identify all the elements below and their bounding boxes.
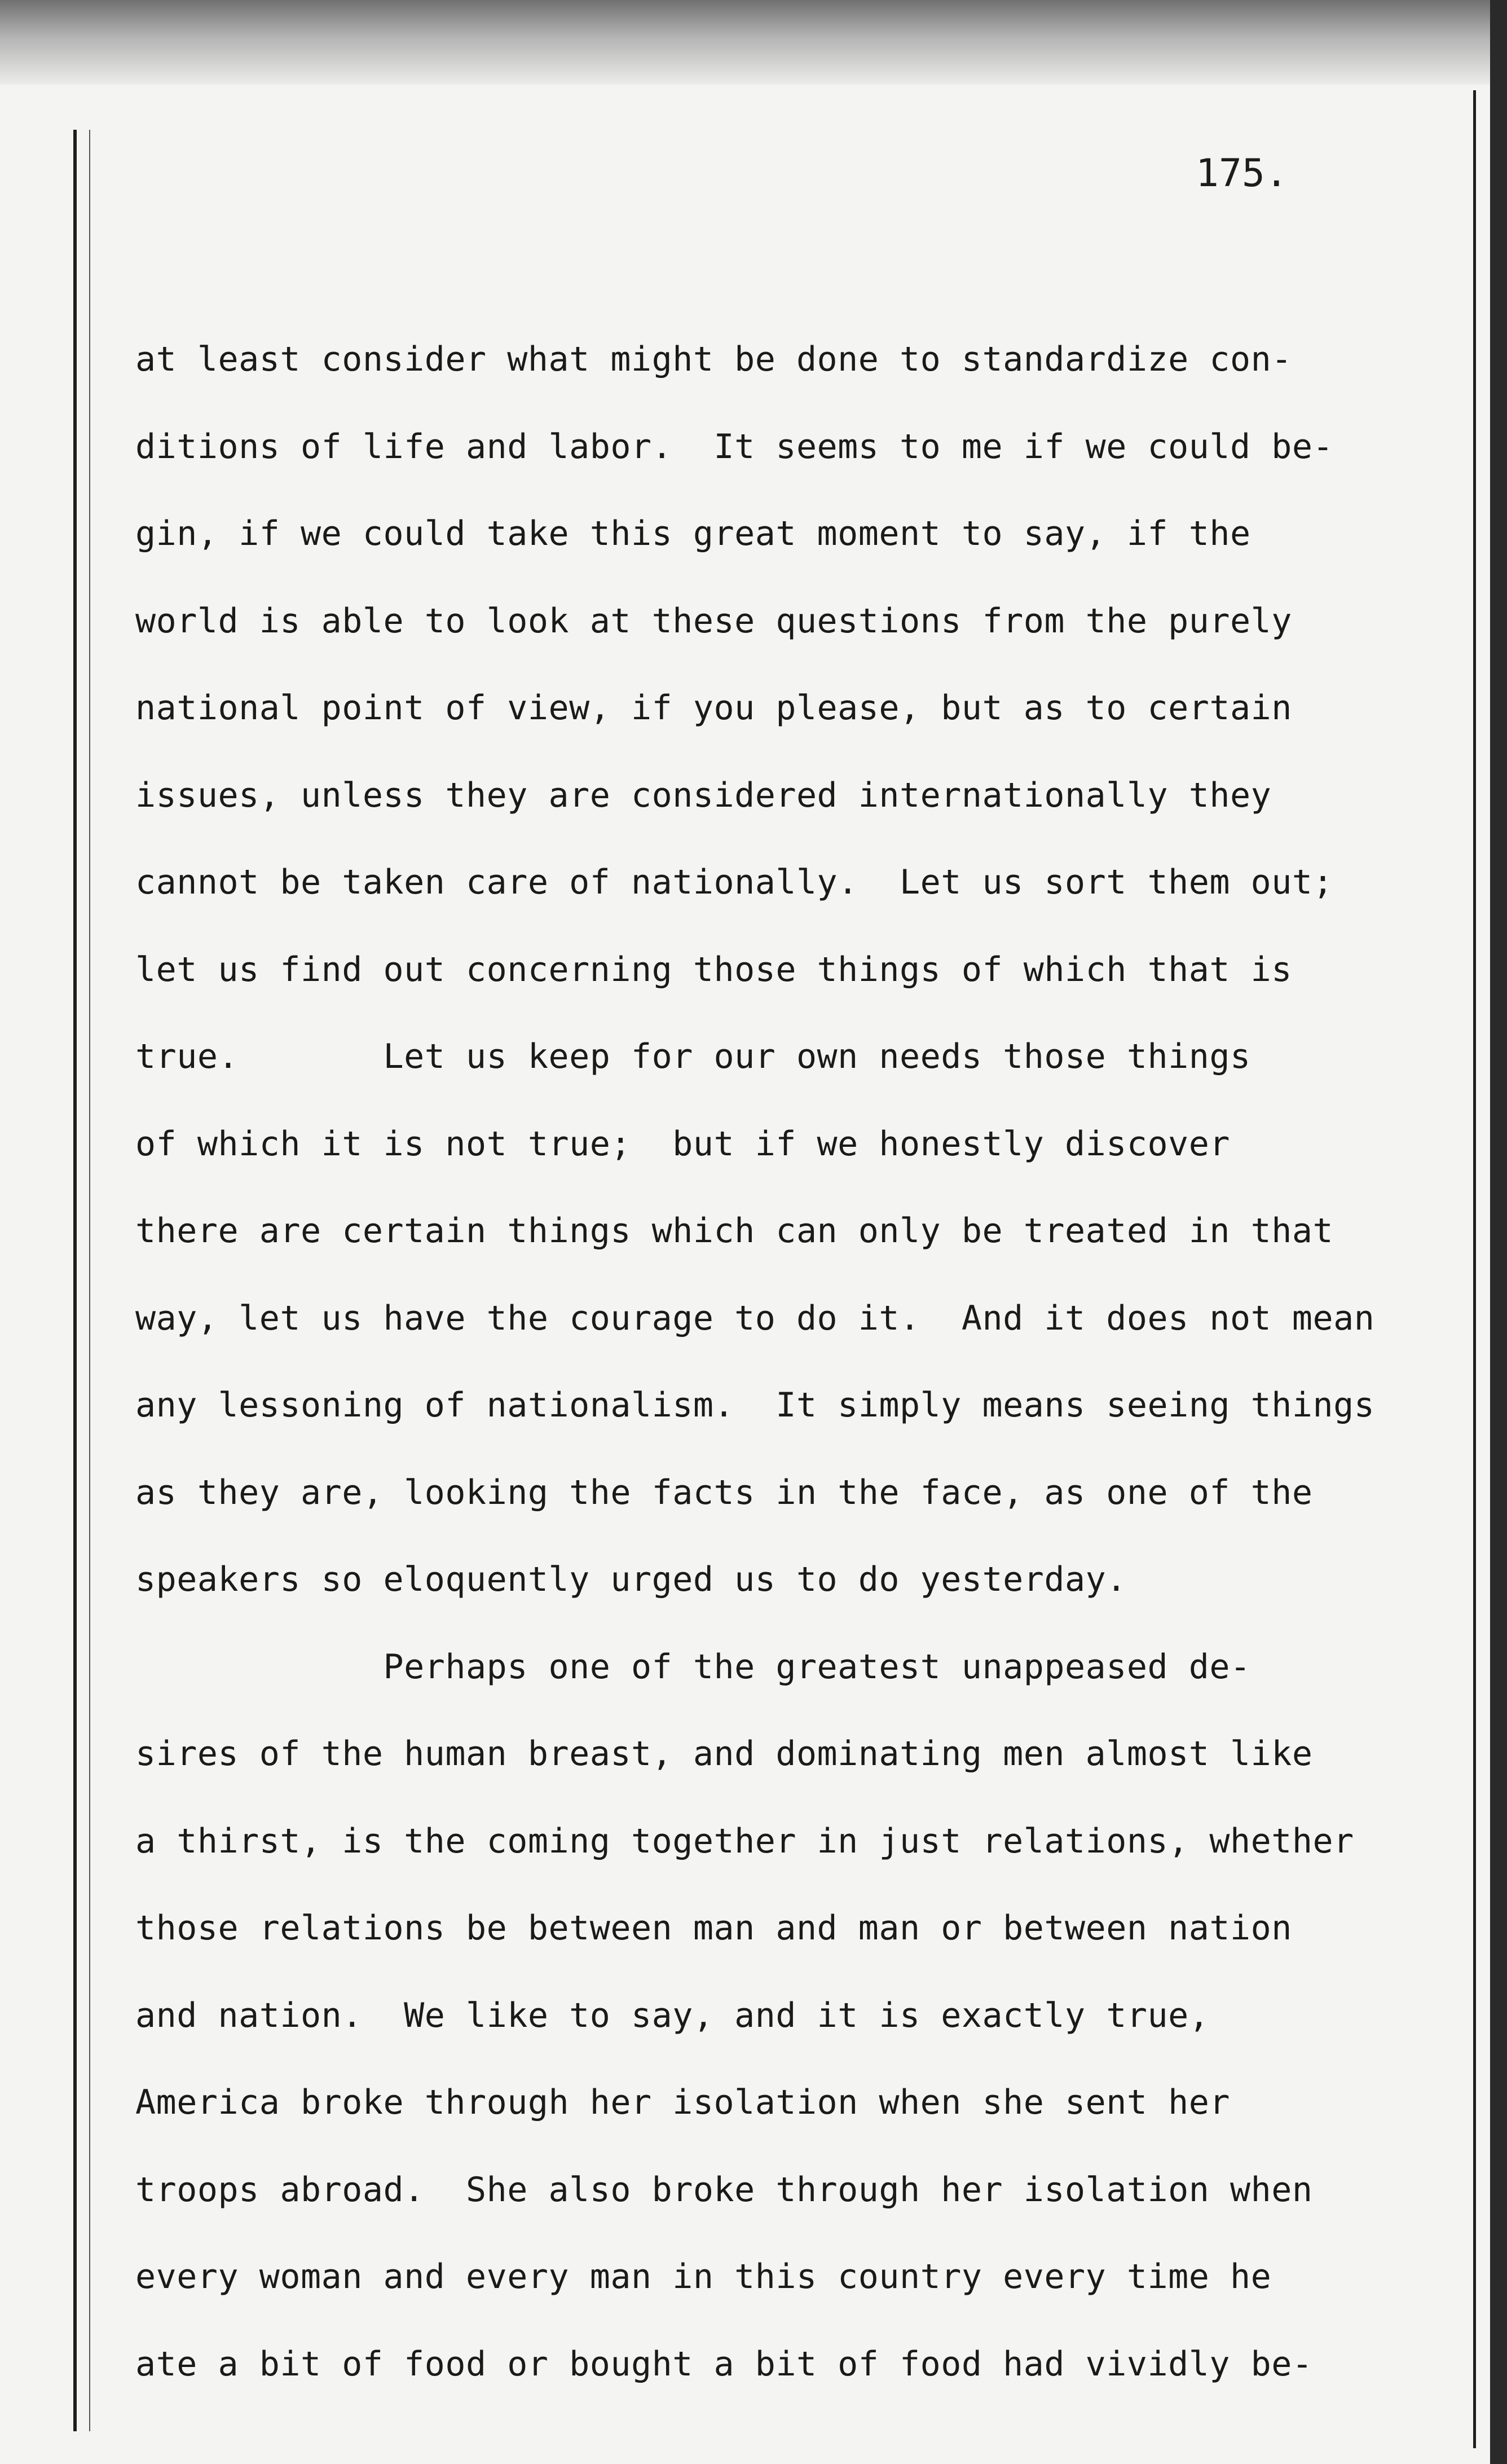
text-line: America broke through her isolation when she sent her: [135, 2083, 1231, 2122]
text-line: national point of view, if you please, but as to certain: [135, 688, 1292, 728]
text-line: as they are, looking the facts in the face, as one of the: [135, 1472, 1313, 1512]
text-line: a thirst, is the coming together in just relations, whether: [135, 1821, 1354, 1861]
text-line: those relations be between man and man or between nation: [135, 1908, 1292, 1948]
text-line: Perhaps one of the greatest unappeased de-: [135, 1647, 1251, 1687]
text-line: troops abroad. She also broke through her isolation when: [135, 2170, 1313, 2210]
text-line: any lessoning of nationalism. It simply means seeing things: [135, 1385, 1375, 1425]
text-line: issues, unless they are considered internationally they: [135, 775, 1272, 815]
text-line: cannot be taken care of nationally. Let us sort them out;: [135, 863, 1334, 902]
scan-edge-top: [0, 0, 1507, 85]
left-margin-rule: [73, 130, 77, 2431]
scan-edge-right: [1490, 0, 1507, 2464]
text-line: gin, if we could take this great moment to say, if the: [135, 514, 1251, 553]
body-text: [135, 316, 1466, 2408]
text-line: every woman and every man in this country every time he: [135, 2257, 1272, 2296]
text-line: true. Let us keep for our own needs those things: [135, 1037, 1251, 1076]
right-margin-rule: [1473, 90, 1476, 2448]
text-line: ate a bit of food or bought a bit of food had vividly be-: [135, 2344, 1313, 2384]
text-line: sires of the human breast, and dominating men almost like: [135, 1734, 1313, 1774]
text-line: speakers so eloquently urged us to do yesterday.: [135, 1560, 1127, 1599]
page-number: 175.: [1196, 151, 1288, 196]
left-margin-rule-thin: [89, 130, 90, 2431]
text-line: let us find out concerning those things of which that is: [135, 949, 1292, 989]
text-line: and nation. We like to say, and it is exactly true,: [135, 1995, 1210, 2035]
text-line: of which it is not true; but if we honestly discover: [135, 1124, 1231, 1164]
text-line: ditions of life and labor. It seems to me if we could be-: [135, 426, 1334, 467]
text-line: there are certain things which can only be treated in that: [135, 1211, 1334, 1251]
text-line: at least consider what might be done to standardize con-: [135, 340, 1292, 379]
text-line: way, let us have the courage to do it. And it does not mean: [135, 1298, 1375, 1338]
text-line: world is able to look at these questions from the purely: [135, 601, 1292, 641]
